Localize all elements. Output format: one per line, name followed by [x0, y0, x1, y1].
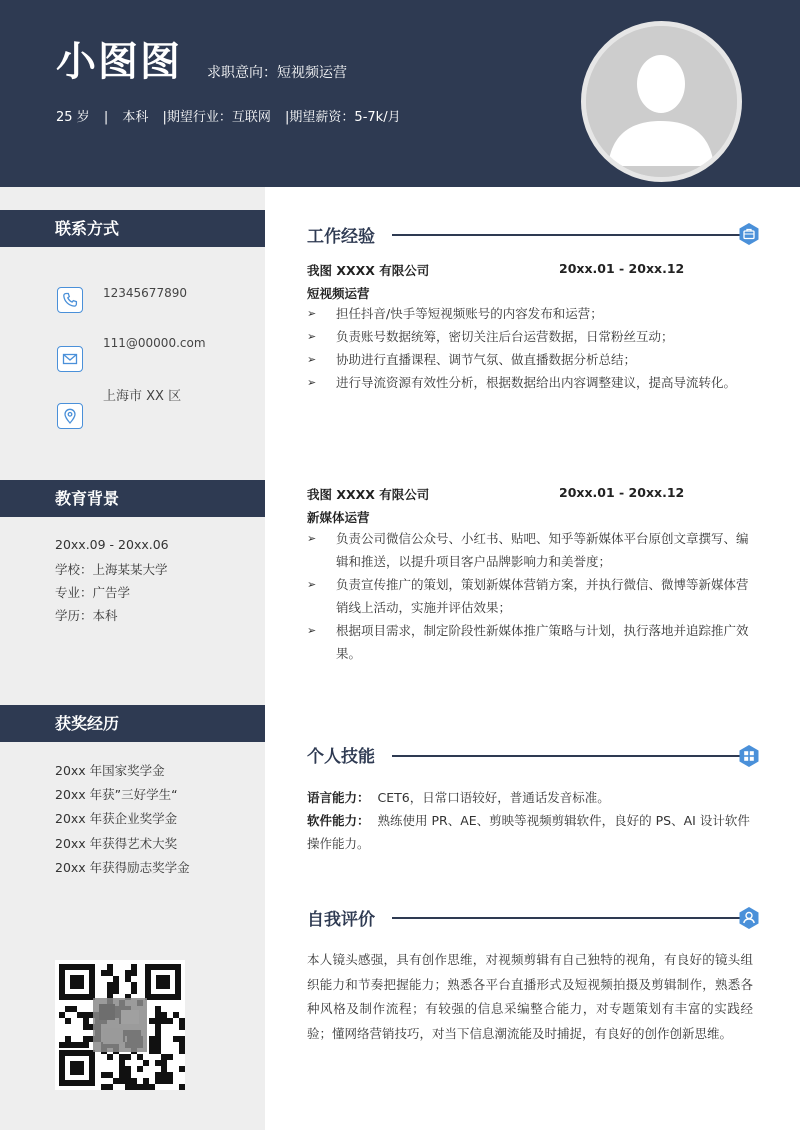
education-section-title: 教育背景: [0, 480, 265, 517]
awards-section-title: 获奖经历: [0, 705, 265, 742]
header-banner: [0, 0, 800, 187]
duty-item: ➢ 担任抖音/快手等短视频账号的内容发布和运营；: [307, 302, 752, 325]
job-company: 我图 XXXX 有限公司: [307, 487, 430, 502]
mail-icon: [57, 346, 83, 372]
duty-item: ➢ 协助进行直播课程、调节气氛、做直播数据分析总结；: [307, 348, 752, 371]
avatar: [581, 21, 742, 182]
self-evaluation-text: 本人镜头感强，具有创作思维，对视频剪辑有自己独特的视角，有良好的镜头组织能力和节奏把握能力；熟悉各平台直播形式及短视频拍摄及剪辑制作，熟悉各种风格及制作流程；有较强的信息采编整合能力，对专题策划有丰富的实践经验；懂网络营销技巧，对当下信息潮流能及时捕捉，有良好的创作创新思维。: [307, 952, 753, 1041]
duty-item: ➢ 根据项目需求，制定阶段性新媒体推广策略与计划，执行落地并追踪推广效果。: [307, 619, 752, 665]
phone-number: 12345677890: [103, 286, 187, 300]
evaluation-section-title: 自我评价: [307, 910, 375, 930]
job-role: 短视频运营: [307, 286, 370, 301]
skill-text: 熟练使用 PR、AE、剪映等视频剪辑软件，良好的 PS、AI 设计软件操作能力。: [307, 813, 750, 851]
job-duties: [307, 527, 752, 665]
location-pin-icon: [57, 403, 83, 429]
contact-section-title: 联系方式: [0, 210, 265, 247]
duty-item: ➢ 负责账号数据统筹，密切关注后台运营数据，日常粉丝互动；: [307, 325, 752, 348]
education-degree: 学历：本科: [55, 608, 118, 623]
phone-icon: [57, 287, 83, 313]
address: 上海市 XX 区: [103, 389, 182, 404]
award-item: 20xx 年国家奖学金: [55, 763, 165, 778]
skill-language: [307, 786, 757, 809]
job-company: 我图 XXXX 有限公司: [307, 263, 430, 278]
work-section-title: 工作经验: [307, 227, 375, 247]
section-divider: [392, 917, 740, 919]
duty-item: ➢ 负责公司微信公众号、小红书、贴吧、知乎等新媒体平台原创文章撰写、编辑和推送，以提升项目客户品牌影响力和美誉度；: [307, 527, 752, 573]
skill-text: CET6，日常口语较好，普通话发音标准。: [377, 790, 610, 805]
basic-info-row: [56, 106, 401, 125]
award-item: 20xx 年获得艺术大奖: [55, 836, 178, 851]
job-date: 20xx.01 - 20xx.12: [559, 485, 685, 500]
age: 25 岁: [56, 110, 90, 125]
info-separator: |: [103, 110, 109, 125]
job-duties: [307, 302, 752, 394]
expected-salary: |期望薪资：5-7k/月: [285, 110, 401, 125]
qr-code: [55, 960, 185, 1090]
duty-item: ➢ 进行导流资源有效性分析，根据数据给出内容调整建议，提高导流转化。: [307, 371, 752, 394]
candidate-name: 小图图: [56, 39, 182, 85]
skill-software: [307, 809, 757, 855]
job-date: 20xx.01 - 20xx.12: [559, 261, 685, 276]
education-major: 专业：广告学: [55, 585, 131, 600]
job-role: 新媒体运营: [307, 510, 370, 525]
education-period: 20xx.09 - 20xx.06: [55, 537, 169, 552]
user-icon: [737, 906, 761, 930]
grid-icon: [737, 744, 761, 768]
duty-item: ➢ 负责宣传推广的策划，策划新媒体营销方案，并执行微信、微博等新媒体营销线上活动，实施并评估效果；: [307, 573, 752, 619]
expected-industry: |期望行业：互联网: [162, 110, 271, 125]
education-school: 学校：上海某某大学: [55, 562, 168, 577]
degree: 本科: [122, 110, 149, 125]
email-address: 111@00000.com: [103, 336, 206, 350]
award-item: 20xx 年获得励志奖学金: [55, 860, 190, 875]
briefcase-icon: [737, 222, 761, 246]
job-intent: 求职意向：短视频运营: [207, 65, 347, 81]
award-item: 20xx 年获”三好学生“: [55, 787, 178, 802]
section-divider: [392, 755, 740, 757]
award-item: 20xx 年获企业奖学金: [55, 811, 178, 826]
skill-label: 软件能力：: [307, 813, 370, 828]
skill-label: 语言能力：: [307, 790, 370, 805]
person-silhouette-icon: [586, 26, 737, 177]
skills-section-title: 个人技能: [307, 747, 375, 767]
section-divider: [392, 234, 740, 236]
